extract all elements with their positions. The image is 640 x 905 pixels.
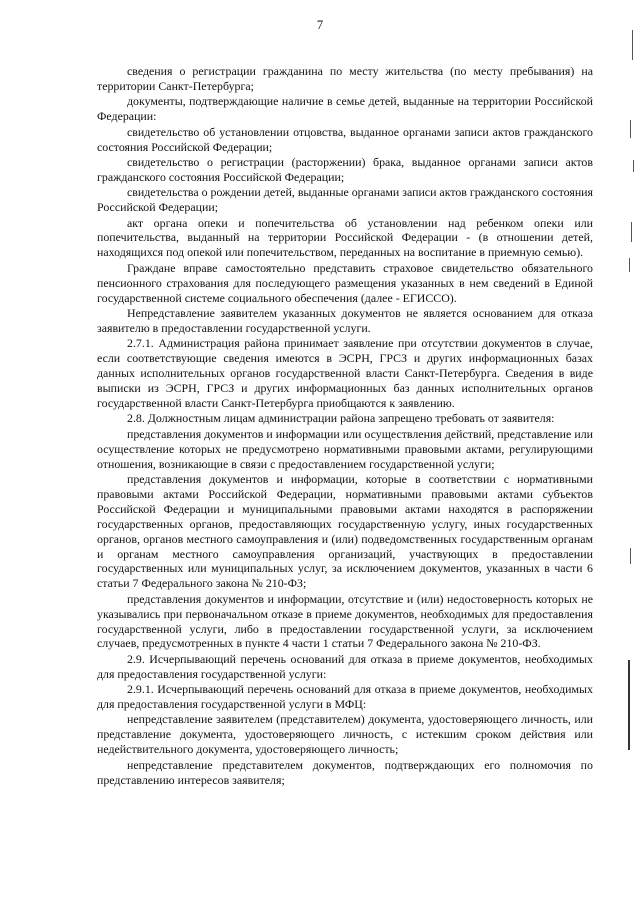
paragraph: непредставление представителем документов, подтверждающих его полномочия по представлению интересов заявителя; [97,757,593,787]
paragraph: представления документов и информации, отсутствие и (или) недостоверность которых не указывались при первоначальном отказе в приеме документов, необходимых для предоставления государственной услуги, либо в предоставлении государственной услуги, за исключением случаев, предусмотренных в пункте 4 части 1 статьи 7 Федерального закона № 210-ФЗ. [97,591,593,651]
paragraph: 2.8. Должностным лицам администрации района запрещено требовать от заявителя: [127,411,555,426]
paragraph: 2.9.1. Исчерпывающий перечень оснований для отказа в приеме документов, необходимых для предоставления государственной услуги в МФЦ: [97,682,593,712]
scan-mark [630,548,631,564]
paragraph: свидетельства о рождении детей, выданные органами записи актов гражданского состояния Российской Федерации; [97,185,594,215]
scan-mark [633,160,634,172]
paragraph: свидетельство об установлении отцовства, выданное органами записи актов гражданского состояния Российской Федерации; [97,124,593,154]
paragraph: Граждане вправе самостоятельно представить страховое свидетельство обязательного пенсионного страхования для последующего размещения указанных в нем сведений в Единой государственной системе социального обеспечения (далее - ЕГИССО). [97,260,593,305]
paragraph: непредставление заявителем (представителем) документа, удостоверяющего личность, или представление документа, удостоверяющего личность, с истекшим сроком действия или недействительного документа, удостоверяющего личность; [97,712,593,757]
paragraph: акт органа опеки и попечительства об установлении над ребенком опеки или попечительства, выданный на территории Российской Федерации - (в отношении детей, находящихся под опекой или попечительством, переданных на воспитание в приемную семью). [97,215,593,260]
scan-mark [629,258,630,272]
paragraph: документы, подтверждающие наличие в семье детей, выданные на территории Российской Федерации: [97,94,593,124]
paragraph: Непредставление заявителем указанных документов не является основанием для отказа заявителю в предоставлении государственной услуги. [97,306,593,335]
scan-mark [632,30,633,60]
page-number: 7 [316,18,324,32]
paragraph: сведения о регистрации гражданина по месту жительства (по месту пребывания) на территории Санкт-Петербурга; [97,64,593,93]
paragraph: свидетельство о регистрации (расторжении) брака, выданное органами записи актов гражданского состояния Российской Федерации; [97,154,593,184]
paragraph: представления документов и информации или осуществления действий, представление или осуществление которых не предусмотрено нормативными правовыми актами, регулирующими отношения, возникающие в связи с предоставлением государственной услуги; [97,426,593,471]
paragraph: представления документов и информации, которые в соответствии с нормативными правовыми актами Российской Федерации, нормативными правовыми актами субъектов Российской Федерации и муниципальными правовыми актами находятся в распоряжении государственных органов, предоставляющих государственную услугу, иных государственных органов, органов местного самоуправления и (или) подведомственных государственным органам и органам местного самоуправления организаций, участвующих в предоставлении государственных или муниципальных услуг, за исключением документов, указанных в части 6 статьи 7 Федерального закона № 210-ФЗ; [97,471,593,591]
scan-mark [631,222,632,242]
paragraph: 2.9. Исчерпывающий перечень оснований для отказа в приеме документов, необходимых для предоставления государственной услуги: [97,651,593,681]
document-body [97,64,593,788]
scan-mark [630,120,631,138]
paragraph: 2.7.1. Администрация района принимает заявление при отсутствии документов в случае, если соответствующие сведения имеются в ЭСРН, ГРСЗ и других информационных базах данных исполнительных органов государственной власти Санкт-Петербурга. Сведения в виде выписки из ЭСРН, ГРСЗ и других информационных баз данных исполнительных органов государственной власти Санкт-Петербурга приобщаются к заявлению. [97,336,593,410]
scan-mark [628,660,630,750]
